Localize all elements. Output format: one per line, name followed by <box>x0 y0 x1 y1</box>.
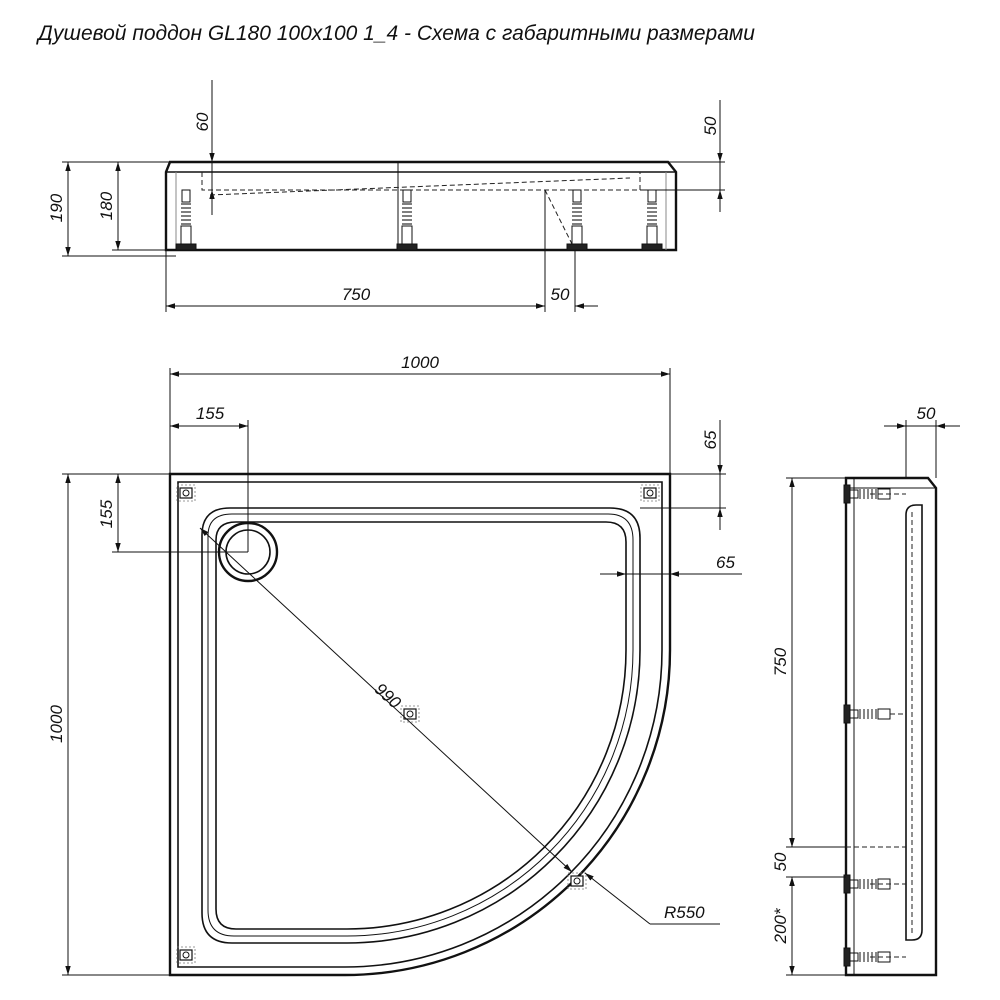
dim-r550: R550 <box>664 903 705 922</box>
tray-rim-inner <box>216 522 626 929</box>
tray-outer-outline <box>170 474 670 975</box>
side-dim-50-top: 50 <box>916 404 936 423</box>
side-dim-50-lower: 50 <box>771 852 790 872</box>
dim-50-bottom: 50 <box>550 285 570 304</box>
top-foot-3 <box>568 873 586 889</box>
side-leg-2 <box>844 705 890 723</box>
tray-body-outline <box>166 162 676 250</box>
front-view <box>47 80 725 312</box>
dim-990: 990 <box>370 679 405 713</box>
side-view <box>771 404 960 975</box>
dim-190: 190 <box>47 193 66 223</box>
side-leg-3 <box>844 875 890 893</box>
drawing-title: Душевой поддон GL180 100x100 1_4 - Схема с габаритными размерами <box>38 22 755 45</box>
top-foot-center <box>401 706 419 722</box>
dim-155-horizontal: 155 <box>195 404 225 423</box>
dim-65-side: 65 <box>716 553 735 572</box>
side-dim-200: 200* <box>771 908 790 944</box>
top-foot-1 <box>177 485 195 501</box>
dim-1000-width: 1000 <box>401 353 439 372</box>
top-foot-2 <box>641 485 659 501</box>
dim-60: 60 <box>193 112 212 132</box>
dim-65-top: 65 <box>701 430 720 450</box>
dim-50-top: 50 <box>701 116 720 136</box>
dim-155-vertical: 155 <box>97 499 116 529</box>
dim-750: 750 <box>341 285 371 304</box>
side-dim-750: 750 <box>771 647 790 677</box>
dim-180: 180 <box>97 191 116 221</box>
front-leg-2 <box>397 190 417 250</box>
side-leg-4 <box>844 948 890 966</box>
top-view <box>47 353 742 975</box>
dim-1000-height: 1000 <box>47 705 66 743</box>
front-leg-1 <box>176 190 196 250</box>
front-leg-4 <box>642 190 662 250</box>
top-foot-4 <box>177 947 195 963</box>
